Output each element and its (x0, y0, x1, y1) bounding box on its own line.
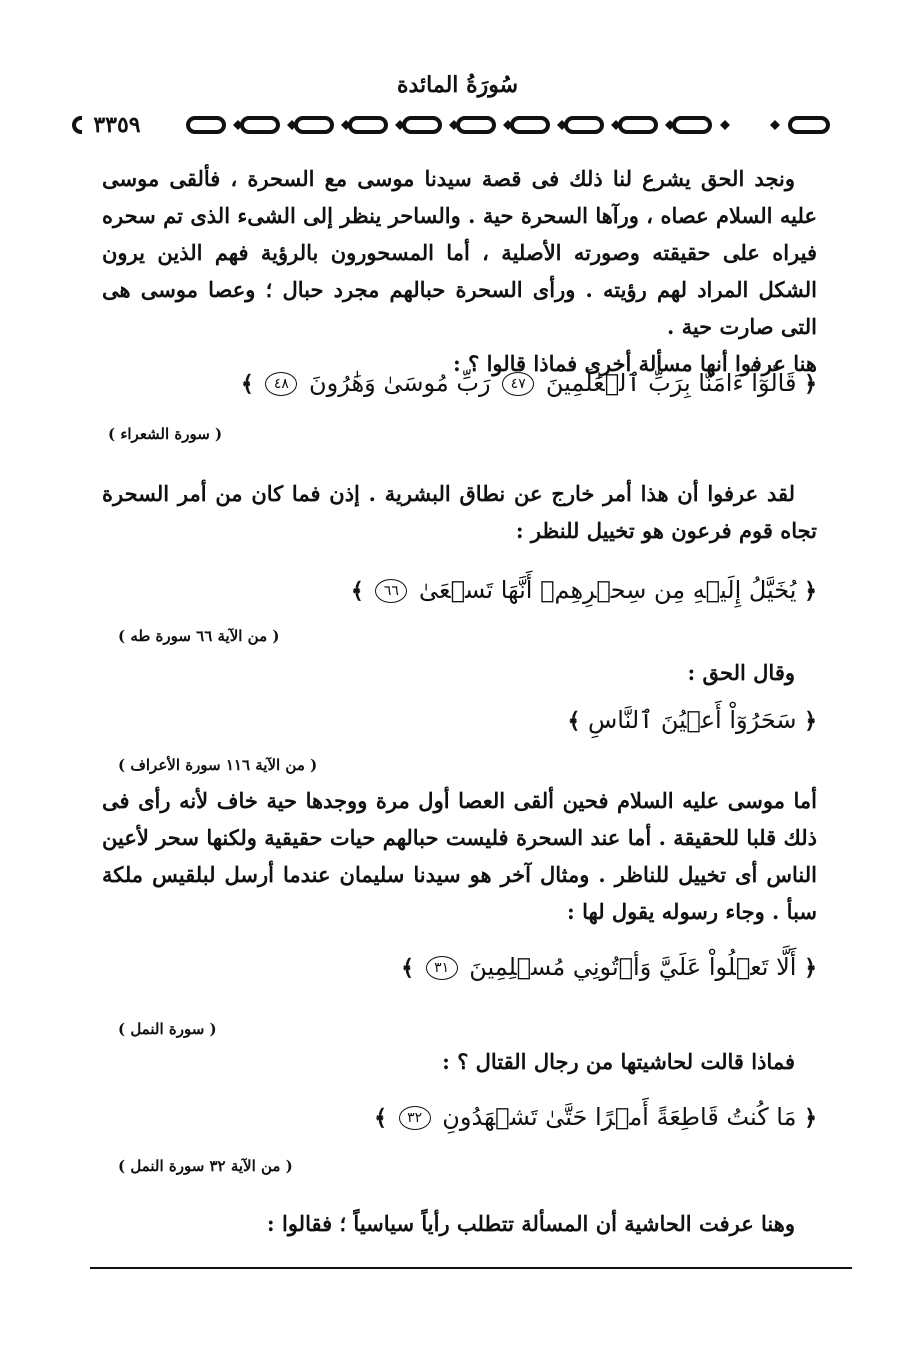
ayah-number-marker: ٤٧ (502, 372, 534, 396)
verse-source-5: ( من الآية ٣٢ سورة النمل ) (118, 1157, 293, 1175)
paragraph-6 (102, 1205, 817, 1242)
verse-open-bracket: ﴿ (804, 579, 817, 604)
paragraph-text: ونجد الحق يشرع لنا ذلك فى قصة سيدنا موسى مع السحرة ، فألقى موسى عليه السلام عصاه ، ورآها السحرة حية . والساحر ينظر إلى الشىء الذى تم سحره فيراه على حقيقته وصورته الأصلية ، أما المسحورون بالرؤية فهم الذين يرون الشكل المراد لهم رؤيته . ورأى السحرة حبالهم مجرد حبال ؛ وعصا موسى هى التى صارت حية . (102, 166, 817, 339)
verse-open-bracket: ﴿ (804, 956, 817, 981)
verse-open-bracket: ﴿ (804, 372, 817, 397)
paragraph-3 (102, 654, 817, 691)
paragraph-text: لقد عرفوا أن هذا أمر خارج عن نطاق البشرية . إذن فما كان من أمر السحرة تجاه قوم فرعون هو تخييل للنظر : (102, 481, 817, 543)
verse-source-1: ( سورة الشعراء ) (108, 425, 223, 443)
quran-verse-2 (351, 570, 817, 612)
paragraph-1 (102, 160, 817, 382)
paragraph-4 (102, 782, 817, 930)
quran-verse-4 (401, 947, 817, 989)
verse-text: يُخَيَّلُ إِلَيۡهِ مِن سِحۡرِهِمۡ أَنَّهَا تَسۡعَىٰ (419, 576, 797, 604)
verse-open-bracket: ﴿ (804, 1106, 817, 1131)
paragraph-text: وهنا عرفت الحاشية أن المسألة تتطلب رأياً سياسياً ؛ فقالوا : (266, 1211, 795, 1236)
paragraph-text: وقال الحق : (687, 660, 795, 685)
header-ornament-chain (70, 112, 842, 138)
page-number: ٣٣٥٩ (82, 112, 152, 138)
surah-title: سُورَةُ المائدة (396, 72, 519, 98)
ayah-number-marker: ٤٨ (265, 372, 297, 396)
verse-source-2: ( من الآية ٦٦ سورة طه ) (118, 627, 280, 645)
verse-text: سَحَرُوٓاْ أَعۡيُنَ ٱلنَّاسِ (587, 706, 797, 734)
verse-text: مَا كُنتُ قَاطِعَةً أَمۡرًا حَتَّىٰ تَشۡهَدُونِ (442, 1103, 797, 1131)
verse-close-bracket: ﴾ (374, 1106, 388, 1131)
verse-source-3: ( من الآية ١١٦ سورة الأعراف ) (118, 756, 318, 774)
verse-close-bracket: ﴾ (350, 579, 364, 604)
quran-verse-5 (374, 1097, 817, 1139)
verse-close-bracket: ﴾ (240, 372, 254, 397)
ayah-number-marker: ٣١ (426, 956, 458, 980)
verse-open-bracket: ﴿ (804, 709, 817, 734)
paragraph-5 (102, 1043, 817, 1080)
paragraph-text: هنا عرفوا أنها مسألة أخرى فماذا قالوا ؟ : (453, 351, 817, 376)
verse-text: أَلَّا تَعۡلُواْ عَلَيَّ وَأۡتُونِي مُسۡلِمِينَ (469, 953, 797, 981)
ayah-number-marker: ٣٢ (399, 1106, 431, 1130)
quran-verse-1 (241, 363, 817, 405)
paragraph-text: أما موسى عليه السلام فحين ألقى العصا أول مرة ووجدها حية خاف لأنه رأى فى ذلك قلبا للحقيقة . أما عند السحرة فليست حبالهم حيات حقيقية ولكنها سحر لأعين الناس أى تخييل للناظر . ومثال آخر هو سيدنا سليمان عندما أرسل لبلقيس ملكة سبأ . وجاء رسوله يقول لها : (102, 788, 817, 924)
quran-verse-3 (567, 700, 817, 742)
ayah-number-marker: ٦٦ (375, 579, 407, 603)
verse-text: قَالُوٓاْ ءَامَنَّا بِرَبِّ ٱلۡعَٰلَمِينَ (545, 369, 797, 397)
footer-rule (90, 1267, 852, 1269)
verse-source-4: ( سورة النمل ) (118, 1020, 217, 1038)
paragraph-2 (102, 475, 817, 549)
verse-close-bracket: ﴾ (401, 956, 414, 981)
verse-text: رَبِّ مُوسَىٰ وَهَٰرُونَ (309, 369, 491, 397)
paragraph-text: فماذا قالت لحاشيتها من رجال القتال ؟ : (442, 1049, 795, 1074)
verse-close-bracket: ﴾ (567, 709, 581, 734)
